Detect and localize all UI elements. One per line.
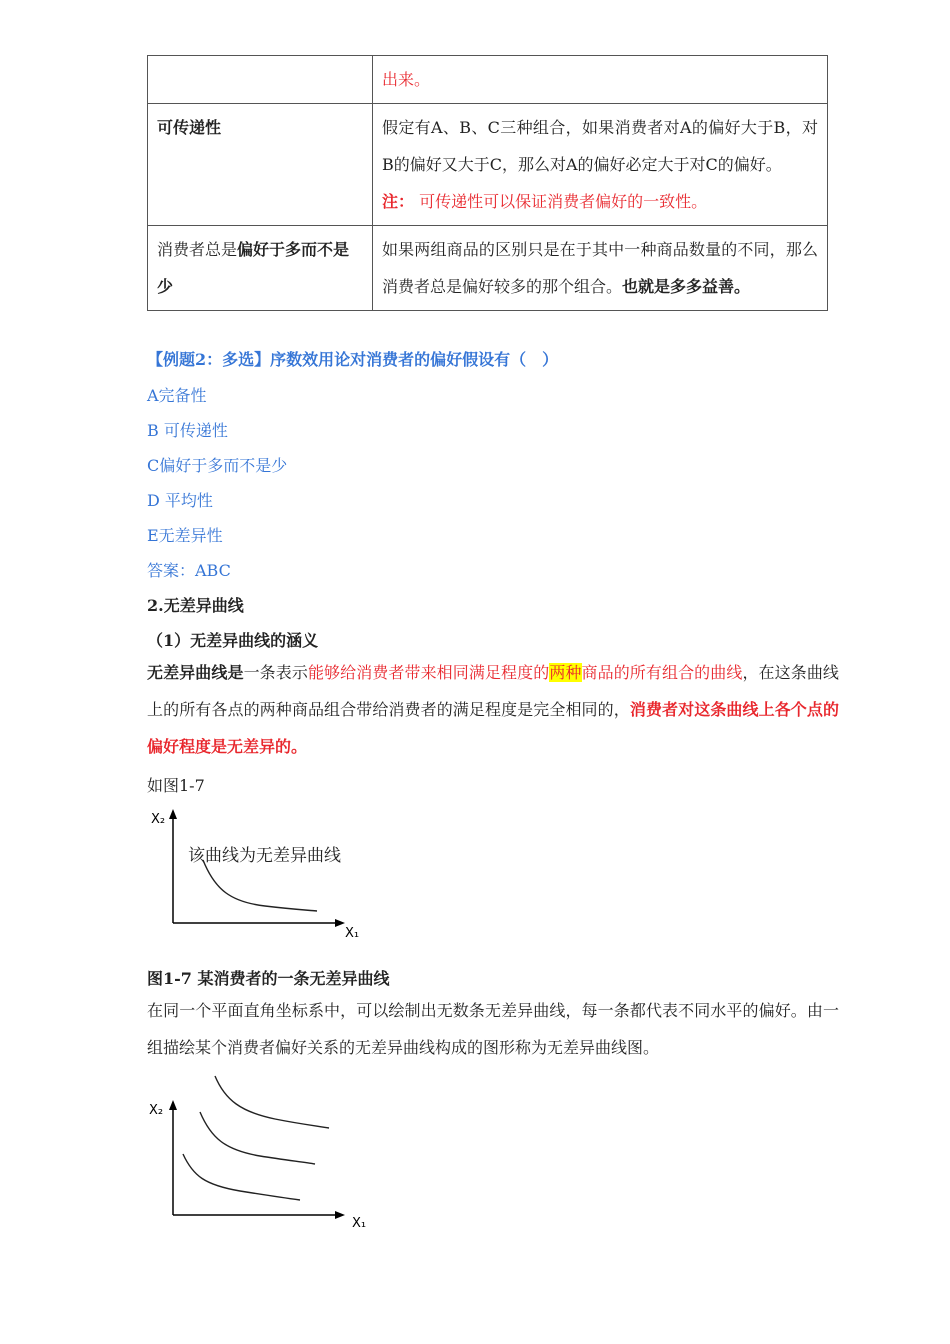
x-axis-arrow [335, 919, 345, 927]
curve-annotation: 该曲线为无差异曲线 [188, 846, 341, 866]
table-row [148, 56, 828, 104]
assumption-label: 可传递性 [157, 118, 222, 137]
body-paragraph: 在同一个平面直角坐标系中，可以绘制出无数条无差异曲线，每一条都代表不同水平的偏好。由一组描绘某个消费者偏好关系的无差异曲线构成的图形称为无差异曲线图。 [147, 1001, 839, 1057]
indifference-curve [203, 860, 317, 911]
y-axis-label: X₂ [151, 812, 166, 827]
subsection-heading: （1）无差异曲线的涵义 [147, 631, 319, 650]
y-axis-arrow [169, 1100, 177, 1110]
figure-caption: 图1-7 某消费者的一条无差异曲线 [147, 969, 390, 988]
cell-text: 假定有A、B、C三种组合，如果消费者对A的偏好大于B，对B的偏好又大于C，那么对A的偏好必定大于对C的偏好。 [382, 118, 818, 174]
indifference-map-figure [145, 1068, 385, 1238]
note-label: 注： [382, 192, 415, 211]
definition-paragraph [147, 654, 839, 765]
indifference-curve-mid [200, 1112, 315, 1164]
table-cell [373, 104, 828, 226]
option-e: E无差异性 [147, 526, 223, 545]
option-a: A完备性 [147, 386, 207, 405]
option-d: D 平均性 [147, 491, 213, 510]
table-cell [148, 226, 373, 311]
option-c: C偏好于多而不是少 [147, 456, 288, 475]
answer: 答案：ABC [147, 561, 231, 580]
x-axis-arrow [335, 1211, 345, 1219]
note-text: 可传递性可以保证消费者偏好的一致性。 [419, 192, 708, 211]
x-axis-label: X₁ [345, 926, 360, 941]
indifference-curve-low [183, 1154, 300, 1200]
definition-emphasis: 能够给消费者带来相同满足程度的 [307, 663, 550, 682]
option-b: B 可传递性 [147, 421, 228, 440]
definition-conclusion: 消费者对这条曲线上各个点的偏好程度是无差异的。 [147, 700, 839, 756]
definition-text: 一条表示 [243, 663, 308, 682]
indifference-curve-high [215, 1076, 329, 1128]
cell-text: 出来。 [382, 70, 431, 89]
table-row [148, 226, 828, 311]
note-line [382, 183, 818, 220]
definition-text: ，在这条曲线上的所有各点的两种商品组合带给消费者的满足程度是完全相同的， [147, 663, 839, 719]
figure-reference: 如图1-7 [147, 776, 205, 795]
cell-text-bold: 也就是多多益善。 [622, 277, 751, 296]
assumption-table [147, 55, 828, 311]
assumption-label-plain: 消费者总是 [157, 240, 238, 259]
table-cell [148, 104, 373, 226]
x-axis-label: X₁ [352, 1216, 367, 1231]
y-axis-arrow [169, 809, 177, 819]
table-cell [373, 56, 828, 104]
y-axis-label: X₂ [149, 1103, 164, 1118]
section-heading: 2.无差异曲线 [147, 596, 244, 615]
definition-emphasis: 商品的所有组合的曲线 [581, 663, 743, 682]
definition-term: 无差异曲线是 [147, 663, 244, 682]
table-cell [373, 226, 828, 311]
question-title: 【例题2：多选】序数效用论对消费者的偏好假设有（ ） [147, 350, 559, 369]
table-cell [148, 56, 373, 104]
definition-highlight: 两种 [549, 663, 582, 682]
table-row [148, 104, 828, 226]
assumption-label-bold: 偏好于多而不是少 [157, 240, 350, 296]
indifference-curve-figure [145, 805, 385, 945]
cell-text: 如果两组商品的区别只是在于其中一种商品数量的不同，那么消费者总是偏好较多的那个组合。 [382, 240, 818, 296]
